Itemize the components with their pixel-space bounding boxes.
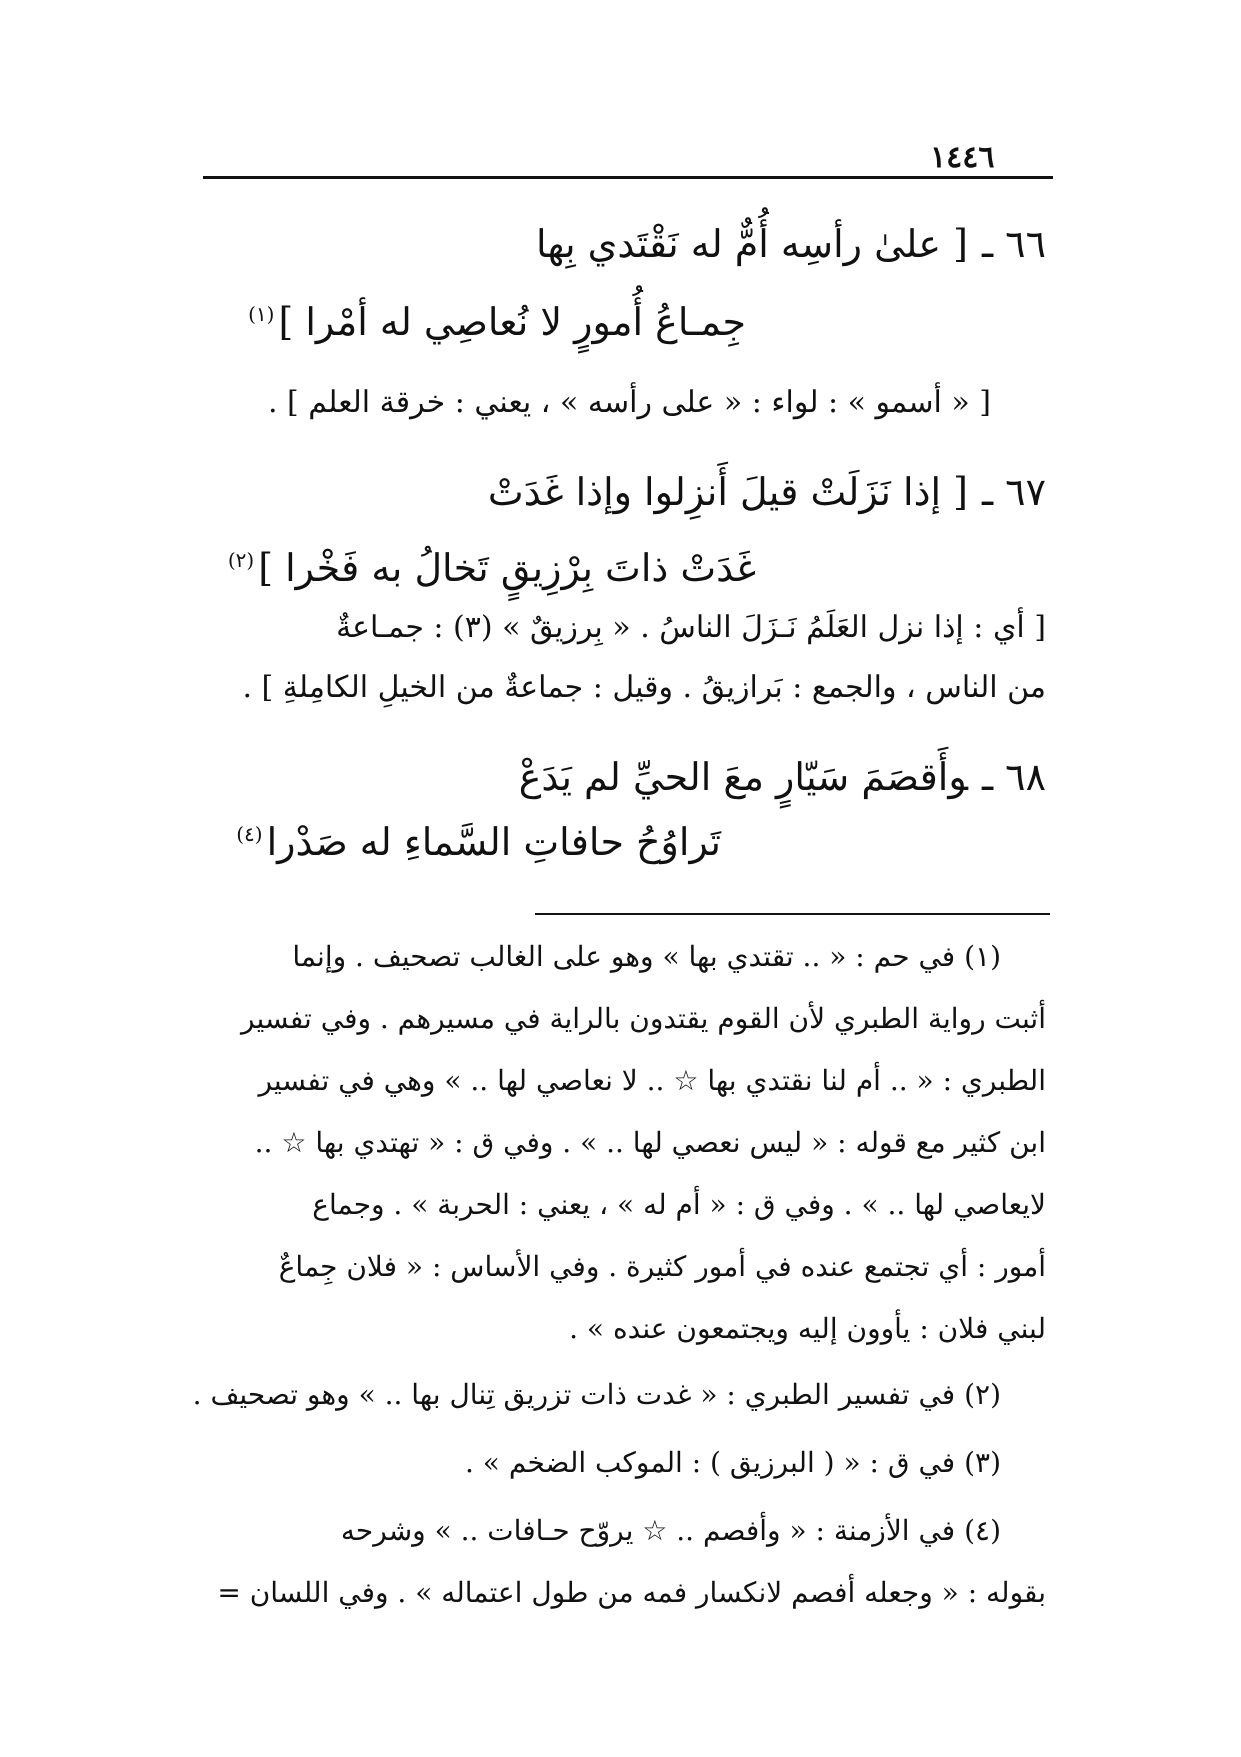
verse-66-line-2 <box>248 300 746 344</box>
footnote-1-line-6: أمور : أي تجتمع عنده في أمور كثيرة . وفي الأساس : « فلان جِماعٌ <box>278 1250 1046 1283</box>
footnote-marker: (٢) <box>227 548 255 573</box>
footnote-1-line-3: الطبري : « .. أم لنا نقتدي بها ☆ .. لا نعاصي لها .. » وهي في تفسير <box>258 1064 1046 1097</box>
verse-68-line-1 <box>519 755 1046 799</box>
footnote-3: (٣) في ق : « ( البرزيق ) : الموكب الضخم » . <box>465 1446 1001 1479</box>
comment-66: [ « أسمو » : لواء : « على رأسه » ، يعني : خرقة العلم ] . <box>267 385 991 420</box>
verse-number: ٦٧ ـ <box>981 470 1046 514</box>
verse-hemistich: تَراوُحُ حافاتِ السَّماءِ له صَدْرا <box>266 820 721 864</box>
page-number: ١٤٤٦ <box>930 140 995 175</box>
verse-67-line-1 <box>488 470 1046 514</box>
footnote-4-line-2: بقوله : « وجعله أفصم لانكسار فمه من طول اعتماله » . وفي اللسان = <box>217 1576 1046 1609</box>
verse-hemistich: [ إذا نَزَلَتْ قيلَ أَنزِلوا وإذا غَدَتْ <box>487 470 968 514</box>
footnote-marker: (١) <box>248 302 275 327</box>
footnote-2: (٢) في تفسير الطبري : « غدت ذات تزريق تِنال بها .. » وهو تصحيف . <box>192 1378 1001 1411</box>
verse-number: ٦٦ ـ <box>981 222 1046 266</box>
verse-68-line-2 <box>236 820 721 864</box>
verse-hemistich: [ علىٰ رأسِه أُمٌّ له نَقْتَدي بِها <box>535 222 968 266</box>
comment-67-line-1: [ أي : إذا نزل العَلَمُ نَـزَلَ الناسُ . « بِرزيقٌ » (٣) : جمـاعةٌ <box>336 610 1046 645</box>
verse-number: ٦٨ ـ <box>981 755 1046 799</box>
footnote-1-line-2: أثبت رواية الطبري لأن القوم يقتدون بالراية في مسيرهم . وفي تفسير <box>241 1002 1046 1035</box>
verse-66-line-1 <box>536 222 1046 266</box>
comment-67-line-2: من الناس ، والجمع : بَرازيقُ . وقيل : جماعةٌ من الخيلِ الكامِلةِ ] . <box>242 670 1046 705</box>
verse-hemistich: وأَقصَمَ سَيّارٍ معَ الحيِّ لم يَدَعْ <box>518 755 968 799</box>
verse-hemistich: غَدَتْ ذاتَ بِرْزِيقٍ تَخالُ به فَخْرا ] <box>258 546 756 590</box>
footnote-1-line-7: لبني فلان : يأوون إليه ويجتمعون عنده » . <box>569 1312 1046 1345</box>
verse-67-line-2 <box>228 546 756 590</box>
footnote-1-line-4: ابن كثير مع قوله : « ليس نعصي لها .. » . وفي ق : « تهتدي بها ☆ .. <box>254 1126 1046 1159</box>
footnote-1-line-5: لايعاصي لها .. » . وفي ق : « أم له » ، يعني : الحربة » . وجماع <box>312 1188 1046 1221</box>
header-rule <box>203 176 1053 179</box>
footnote-4-line-1: (٤) في الأزمنة : « وأفصم .. ☆ يروّح حـافات .. » وشرحه <box>340 1514 1001 1547</box>
footnote-marker: (٤) <box>236 822 263 847</box>
verse-hemistich: جِمـاعُ أُمورٍ لا نُعاصِي له أمْرا ] <box>278 300 746 344</box>
footnote-1-line-1: (١) في حم : « .. تقتدي بها » وهو على الغالب تصحيف . وإنما <box>292 940 1001 973</box>
footnote-separator <box>535 913 1050 915</box>
